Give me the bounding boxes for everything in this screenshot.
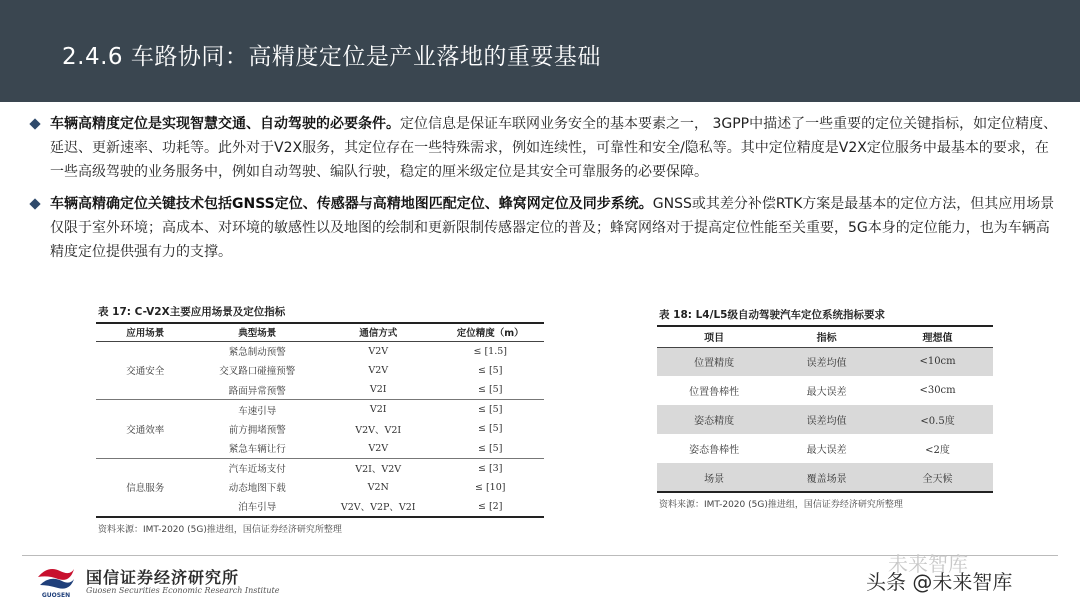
column-header: 定位精度（m） xyxy=(436,324,544,341)
table-row xyxy=(657,434,993,463)
table-row xyxy=(657,405,993,434)
bullet-item xyxy=(30,192,1060,264)
title-banner xyxy=(0,0,1080,102)
table-row xyxy=(96,458,544,478)
table-row xyxy=(657,347,993,376)
table-cell: <10cm xyxy=(882,347,993,376)
table-cell: V2I xyxy=(320,380,436,400)
table-cell: V2V xyxy=(368,345,389,357)
table-cell: ≤ [5] xyxy=(478,364,503,376)
table-source: 资料来源：IMT-2020 (5G)推进组，国信证券经济研究所整理 xyxy=(98,524,342,535)
table-cell: 误差均值 xyxy=(771,347,882,376)
table-cell: 姿态精度 xyxy=(657,405,771,434)
table-cell: 全天候 xyxy=(882,463,993,492)
group-cell: 交通安全 xyxy=(96,341,195,400)
table-cell: V2I、V2V xyxy=(355,464,402,475)
table-cell: ≤ [5] xyxy=(478,423,503,435)
bullet-text: GNSS或其差分补偿RTK方案是最基本的定位方法，但其应用场景仅限于室外环境；高成本、对环境的敏感性以及地图的绘制和更新限制传感器定位的普及；蜂窝网络对于提高定位性能至关重要，5G本身的定位能力，也为车辆高精度定位提供强有力的支撑。 xyxy=(50,196,1055,260)
table-cell: ≤ [2] xyxy=(436,497,544,517)
table-cell: 汽车近场支付 xyxy=(228,464,286,475)
table-18 xyxy=(657,305,993,510)
table-cell: 泊车引导 xyxy=(195,497,320,517)
table-caption: 表 17: C-V2X主要应用场景及定位指标 xyxy=(98,306,286,318)
bullet-bold-text: GNSS定位、传感器与高精地图匹配定位、蜂窝网定位及同步系统。 xyxy=(232,196,653,212)
table-cell: 覆盖场景 xyxy=(771,463,882,492)
table-cell: 位置精度 xyxy=(657,347,771,376)
table-row xyxy=(657,376,993,405)
bullet-item xyxy=(30,112,1060,184)
table-cell: V2V、V2I xyxy=(355,424,402,436)
table-source: 资料来源：IMT-2020 (5G)推进组，国信证券经济研究所整理 xyxy=(659,500,903,510)
table-17-grid xyxy=(96,324,544,518)
group-cell: 信息服务 xyxy=(96,458,195,517)
table-cell: 位置鲁棒性 xyxy=(689,387,740,398)
table-cell: <2度 xyxy=(925,445,950,456)
logo-text: GUOSEN xyxy=(41,592,71,599)
column-header: 项目 xyxy=(657,327,771,347)
table-cell: <0.5度 xyxy=(882,405,993,434)
page-title: 2.4.6 车路协同：高精度定位是产业落地的重要基础 xyxy=(62,44,601,70)
table-cell: 姿态鲁棒性 xyxy=(689,445,740,456)
table-cell: V2V、V2P、V2I xyxy=(320,497,436,517)
table-cell: 车速引导 xyxy=(238,405,277,417)
column-header: 通信方式 xyxy=(320,324,436,341)
table-cell: ≤ [5] xyxy=(436,439,544,459)
table-cell: 紧急车辆让行 xyxy=(195,439,320,459)
table-cell: 动态地图下载 xyxy=(228,483,286,495)
table-cell: 最大误差 xyxy=(806,387,847,398)
table-18-grid xyxy=(657,327,993,493)
table-cell: 最大误差 xyxy=(806,445,847,456)
table-cell: 交叉路口碰撞预警 xyxy=(219,366,296,378)
guosen-logo-icon xyxy=(34,563,78,599)
diamond-bullet-icon xyxy=(30,119,40,129)
table-cell: 误差均值 xyxy=(771,405,882,434)
table-cell: ≤ [5] xyxy=(436,380,544,400)
table-cell: 前方拥堵预警 xyxy=(228,424,286,436)
table-cell: <30cm xyxy=(919,385,956,396)
table-row xyxy=(96,341,544,361)
column-header: 指标 xyxy=(771,327,882,347)
diamond-bullet-icon xyxy=(30,199,40,209)
table-row xyxy=(96,400,544,420)
table-cell: ≤ [1.5] xyxy=(473,345,507,357)
table-cell: ≤ [5] xyxy=(478,404,503,415)
column-header: 应用场景 xyxy=(96,324,195,341)
watermark-bottom: 头条 @未来智库 xyxy=(866,570,1013,594)
company-name-en: Guosen Securities Economic Research Institute xyxy=(86,586,280,595)
company-name: 国信证券经济研究所 xyxy=(86,568,240,587)
bullet-bold-text: 车辆高精度定位是实现智慧交通、自动驾驶的必要条件。 xyxy=(50,116,400,132)
table-17 xyxy=(96,302,544,535)
table-cell: V2V xyxy=(320,439,436,459)
table-cell: V2I xyxy=(369,404,387,415)
column-header: 理想值 xyxy=(882,327,993,347)
table-cell: 紧急制动预警 xyxy=(228,347,286,358)
table-cell: 路面异常预警 xyxy=(195,380,320,400)
table-caption: 表 18: L4/L5级自动驾驶汽车定位系统指标要求 xyxy=(659,309,885,321)
watermark-top: 未来智库 xyxy=(888,552,968,576)
group-cell: 交通效率 xyxy=(96,400,195,459)
table-cell: V2N xyxy=(367,481,389,493)
table-cell: ≤ [10] xyxy=(474,481,506,493)
table-cell: V2V xyxy=(368,364,389,376)
column-header: 典型场景 xyxy=(195,324,320,341)
bullet-text: 定位信息是保证车联网业务安全的基本要素之一， 3GPP中描述了一些重要的定位关键指标，如定位精度、延迟、更新速率、功耗等。此外对于V2X服务，其定位存在一些特殊需求，例如连续性，可靠性和安全/隐私等。其中定位精度是V2X定位服务中最基本的要求，在一些高级驾驶的业务服务中，例如自动驾驶、编队行驶，稳定的厘米级定位是其安全可靠服务的必要保障。 xyxy=(50,116,1058,180)
table-cell: 场景 xyxy=(657,463,771,492)
table-cell: ≤ [3] xyxy=(478,462,503,474)
bullet-list xyxy=(30,112,1060,272)
bullet-bold-prefix: 车辆高精确定位关键技术包括 xyxy=(50,196,232,212)
table-row xyxy=(657,463,993,492)
